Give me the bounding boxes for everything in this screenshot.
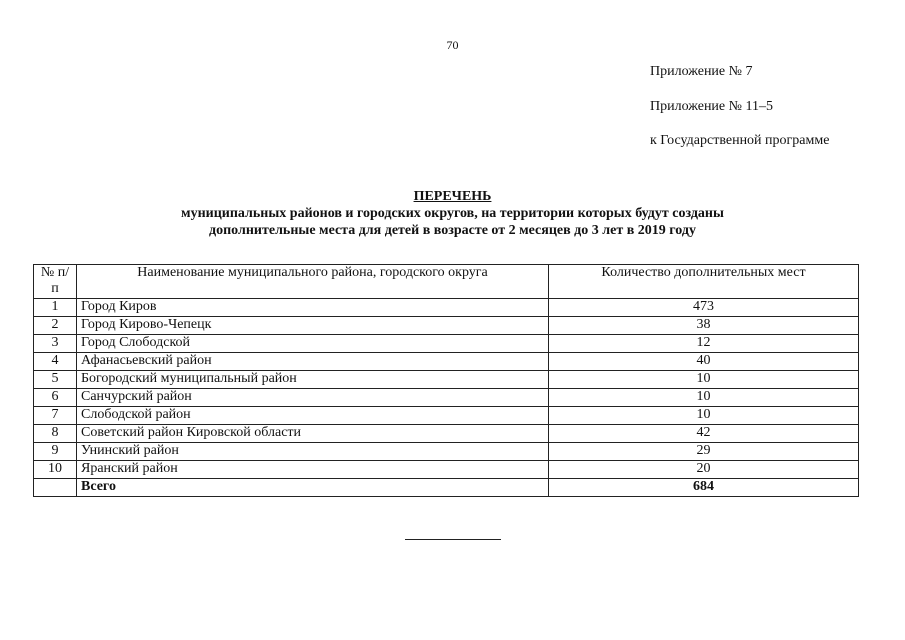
table-row [34, 299, 859, 317]
total-count: 684 [549, 479, 859, 497]
table-row [34, 389, 859, 407]
row-num: 9 [34, 443, 77, 461]
row-count: 40 [549, 353, 859, 371]
title-line-2: муниципальных районов и городских округов, на территории которых будут созданы [181, 206, 724, 221]
row-name: Город Слободской [77, 335, 549, 353]
row-count: 42 [549, 425, 859, 443]
row-num: 6 [34, 389, 77, 407]
title-line-3: дополнительные места для детей в возрасте от 2 месяцев до 3 лет в 2019 году [209, 223, 696, 238]
appendix-line-2: Приложение № 11–5 [650, 99, 773, 114]
row-count: 38 [549, 317, 859, 335]
row-num: 2 [34, 317, 77, 335]
row-count: 10 [549, 407, 859, 425]
table-row [34, 353, 859, 371]
row-name: Слободской район [77, 407, 549, 425]
row-name: Город Киров [77, 299, 549, 317]
row-num: 7 [34, 407, 77, 425]
table-row [34, 317, 859, 335]
row-count: 10 [549, 371, 859, 389]
appendix-line-3: к Государственной программе [650, 133, 830, 148]
end-divider [405, 539, 501, 540]
row-count: 10 [549, 389, 859, 407]
table-row [34, 425, 859, 443]
row-num: 5 [34, 371, 77, 389]
row-num: 3 [34, 335, 77, 353]
row-name: Афанасьевский район [77, 353, 549, 371]
table-header-row [34, 265, 859, 299]
table-row [34, 335, 859, 353]
total-label: Всего [77, 479, 549, 497]
row-count: 473 [549, 299, 859, 317]
table-row [34, 461, 859, 479]
appendix-line-1: Приложение № 7 [650, 64, 753, 79]
row-count: 29 [549, 443, 859, 461]
row-name: Город Кирово-Чепецк [77, 317, 549, 335]
page-number: 70 [446, 38, 459, 52]
table-row [34, 407, 859, 425]
header-count: Количество дополнительных мест [549, 265, 859, 299]
row-name: Яранский район [77, 461, 549, 479]
row-name: Советский район Кировской области [77, 425, 549, 443]
row-num: 4 [34, 353, 77, 371]
table-row [34, 371, 859, 389]
row-num: 10 [34, 461, 77, 479]
row-name: Богородский муниципальный район [77, 371, 549, 389]
row-num: 1 [34, 299, 77, 317]
row-count: 12 [549, 335, 859, 353]
title-line-1: ПЕРЕЧЕНЬ [413, 189, 492, 204]
districts-table [33, 264, 859, 497]
table-row [34, 443, 859, 461]
header-name: Наименование муниципального района, городского округа [77, 265, 549, 299]
total-num [34, 479, 77, 497]
header-num: № п/п [34, 265, 77, 299]
row-count: 20 [549, 461, 859, 479]
document-title [0, 188, 905, 239]
row-name: Унинский район [77, 443, 549, 461]
row-num: 8 [34, 425, 77, 443]
table-total-row [34, 479, 859, 497]
row-name: Санчурский район [77, 389, 549, 407]
